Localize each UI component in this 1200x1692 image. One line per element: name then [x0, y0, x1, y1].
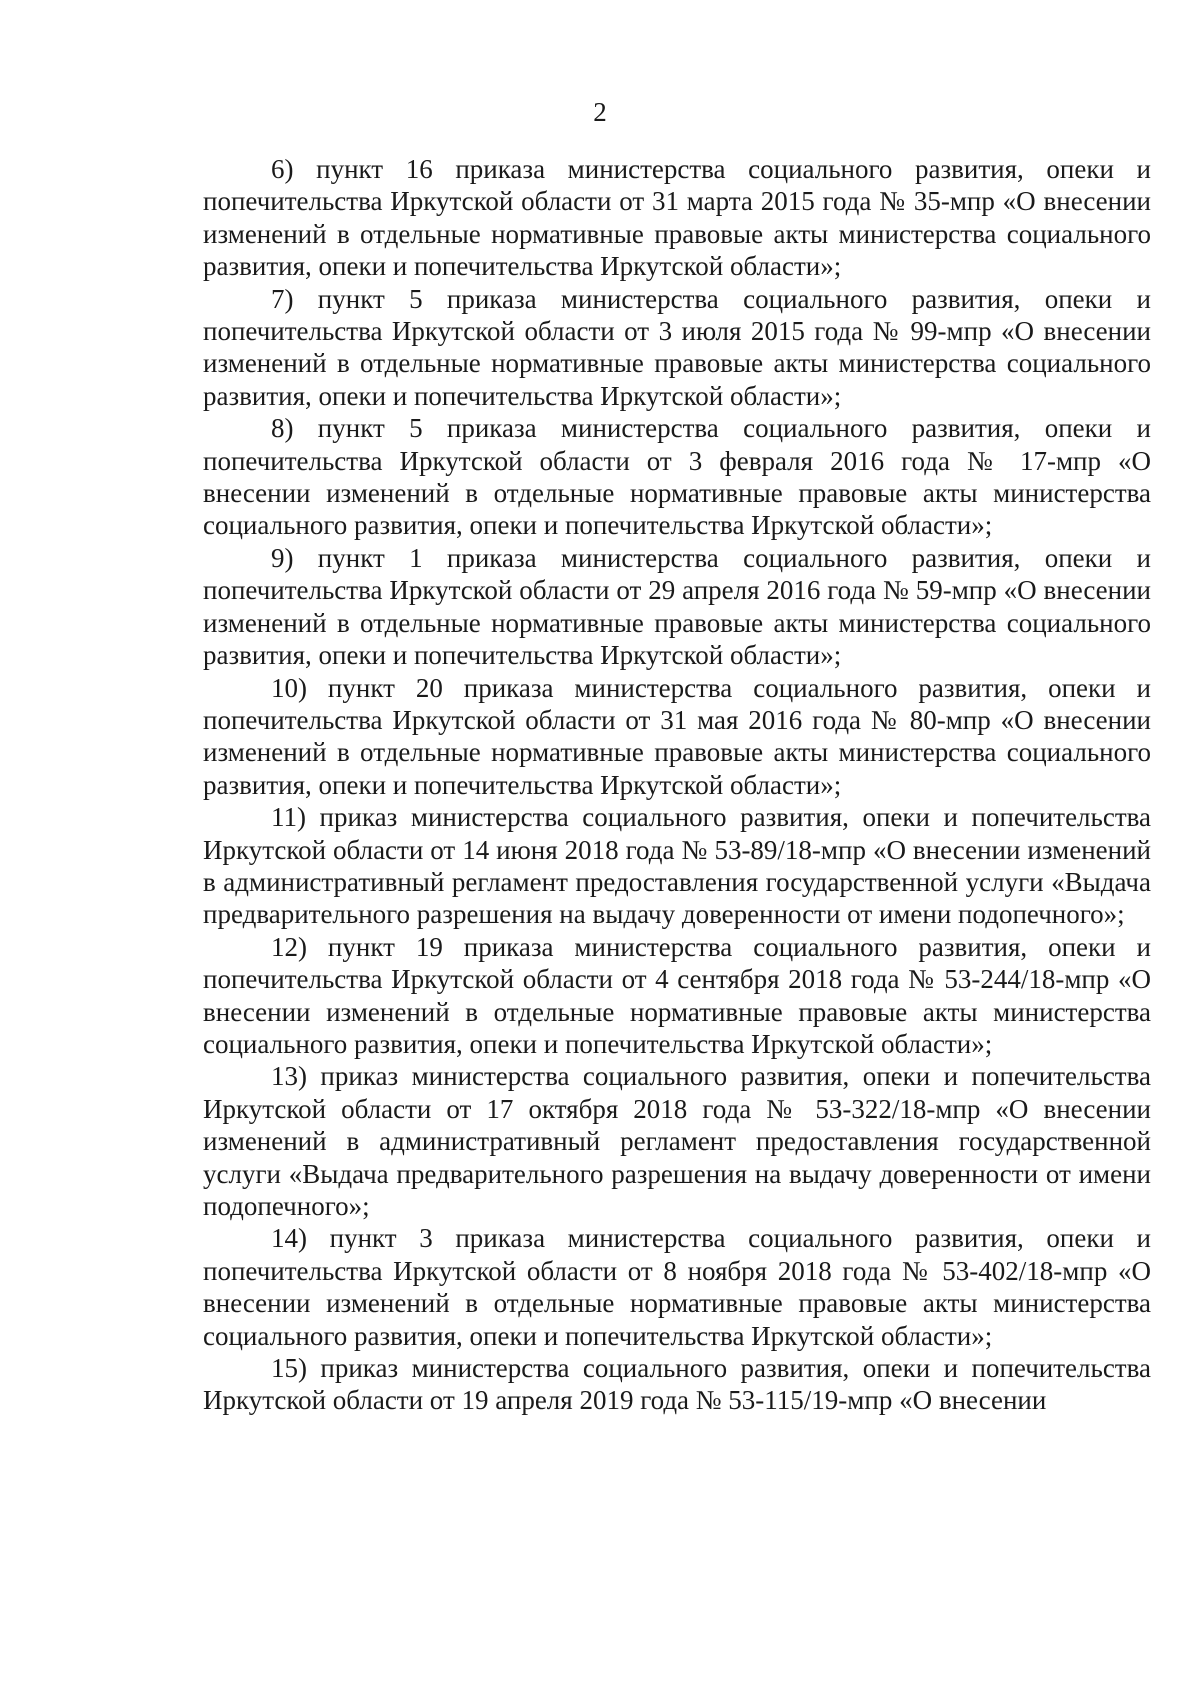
list-item: 12) пункт 19 приказа министерства социального развития, опеки и попечительства Иркутской области от 4 сентября 2018 года № 53-244/18-мпр «О внесении изменений в отдельные нормативные правовые акты министерства социального развития, опеки и попечительства Иркутской области»; [203, 931, 1151, 1059]
list-item: 6) пункт 16 приказа министерства социального развития, опеки и попечительства Иркутской области от 31 марта 2015 года № 35-мпр «О внесении изменений в отдельные нормативные правовые акты министерства социального развития, опеки и попечительства Иркутской области»; [203, 154, 1151, 282]
list-item: 8) пункт 5 приказа министерства социального развития, опеки и попечительства Иркутской области от 3 февраля 2016 года № 17-мпр «О внесении изменений в отдельные нормативные правовые акты министерства социального развития, опеки и попечительства Иркутской области»; [203, 413, 1151, 541]
list-item: 9) пункт 1 приказа министерства социального развития, опеки и попечительства Иркутской области от 29 апреля 2016 года № 59-мпр «О внесении изменений в отдельные нормативные правовые акты министерства социального развития, опеки и попечительства Иркутской области»; [203, 542, 1151, 671]
list-item: 7) пункт 5 приказа министерства социального развития, опеки и попечительства Иркутской области от 3 июля 2015 года № 99-мпр «О внесении изменений в отдельные нормативные правовые акты министерства социального развития, опеки и попечительства Иркутской области»; [203, 283, 1151, 411]
list-item: 15) приказ министерства социального развития, опеки и попечительства Иркутской области от 19 апреля 2019 года № 53-115/19-мпр «О внесении [203, 1353, 1151, 1416]
list-item: 10) пункт 20 приказа министерства социального развития, опеки и попечительства Иркутской области от 31 мая 2016 года № 80-мпр «О внесении изменений в отдельные нормативные правовые акты министерства социального развития, опеки и попечительства Иркутской области»; [203, 672, 1151, 800]
document-body [203, 153, 1151, 1417]
page-number: 2 [593, 97, 607, 127]
list-item: 11) приказ министерства социального развития, опеки и попечительства Иркутской области от 14 июня 2018 года № 53-89/18-мпр «О внесении изменений в административный регламент предоставления государственной услуги «Выдача предварительного разрешения на выдачу доверенности от имени подопечного»; [203, 802, 1151, 930]
list-item: 13) приказ министерства социального развития, опеки и попечительства Иркутской области от 17 октября 2018 года № 53-322/18-мпр «О внесении изменений в административный регламент предоставления государственной услуги «Выдача предварительного разрешения на выдачу доверенности от имени подопечного»; [203, 1061, 1151, 1221]
list-item: 14) пункт 3 приказа министерства социального развития, опеки и попечительства Иркутской области от 8 ноября 2018 года № 53-402/18-мпр «О внесении изменений в отдельные нормативные правовые акты министерства социального развития, опеки и попечительства Иркутской области»; [203, 1223, 1151, 1351]
